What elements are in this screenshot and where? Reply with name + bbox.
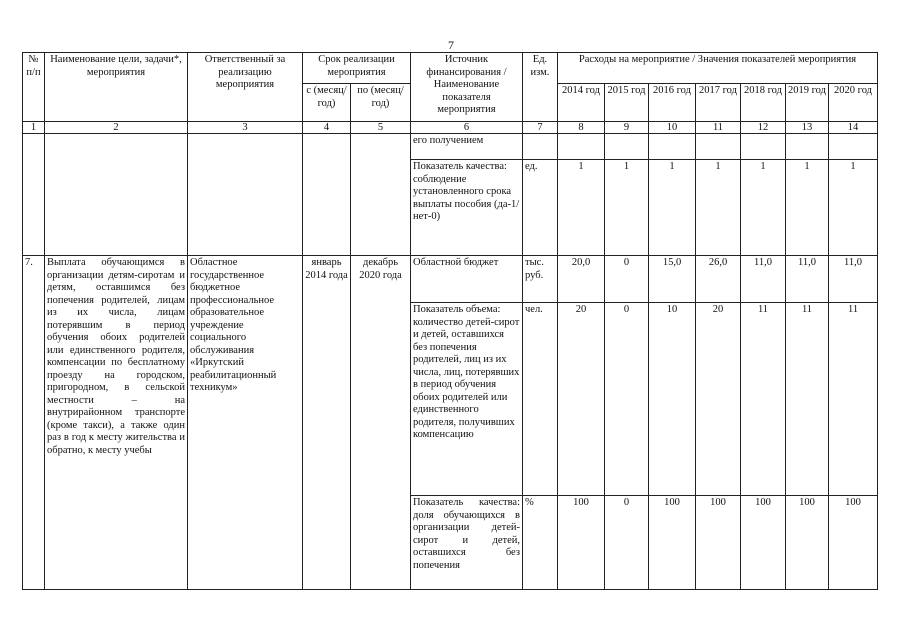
col-number: 2 — [45, 122, 188, 134]
value-cell: 11 — [741, 303, 786, 496]
header-period-to: по (месяц/ год) — [351, 84, 411, 122]
header-year: 2014 год — [558, 84, 605, 122]
header-expenses: Расходы на мероприятие / Значения показателей мероприятия — [558, 53, 878, 84]
value-cell: 100 — [649, 496, 696, 590]
col-number: 9 — [605, 122, 649, 134]
value-cell: 11,0 — [829, 256, 878, 303]
value-cell: 100 — [829, 496, 878, 590]
header-responsible: Ответственный за реализацию мероприятия — [188, 53, 303, 122]
value-cell: 1 — [829, 160, 878, 256]
col-number: 14 — [829, 122, 878, 134]
value-cell: 11,0 — [786, 256, 829, 303]
source-cell: Показатель качества: доля обучающихся в организации детей-сирот и детей, оставшихся без попечения — [411, 496, 523, 590]
header-source: Источник финансирования / Наименование показателя мероприятия — [411, 53, 523, 122]
header-year: 2020 год — [829, 84, 878, 122]
responsible-cell: Областное государственное бюджетное профессиональное образовательное учреждение социального обслуживания «Иркутский реабилитационный техникум» — [188, 256, 303, 590]
page-number: 7 — [448, 38, 454, 52]
column-numbers-row — [23, 122, 878, 134]
col-number: 4 — [303, 122, 351, 134]
unit-cell: чел. — [523, 303, 558, 496]
col-number: 5 — [351, 122, 411, 134]
unit-cell: тыс. руб. — [523, 256, 558, 303]
col-number: 3 — [188, 122, 303, 134]
header-period: Срок реализации мероприятия — [303, 53, 411, 84]
col-number: 1 — [23, 122, 45, 134]
unit-cell: ед. — [523, 160, 558, 256]
activity-name: Выплата обучающимся в организации детям-сиротам и детям, оставшимся без попечения родителей, лицам из их числа, лицам потерявшим в период обучения обоих родителей или единственного родителя, компенсации по бесплатному проезду на городском, пригородном, в сельской местности – на внутрирайонном транспорте (кроме такси), а также один раз в год к месту жительства и обратно, к месту учебы — [45, 256, 188, 590]
col-number: 10 — [649, 122, 696, 134]
table-row — [23, 256, 878, 303]
value-cell: 100 — [696, 496, 741, 590]
source-cell: его получением — [411, 134, 523, 160]
value-cell: 100 — [741, 496, 786, 590]
header-year: 2015 год — [605, 84, 649, 122]
col-number: 13 — [786, 122, 829, 134]
activities-table — [22, 52, 878, 590]
table-row — [23, 134, 878, 160]
value-cell: 11 — [829, 303, 878, 496]
source-cell: Областной бюджет — [411, 256, 523, 303]
header-num: № п/п — [23, 53, 45, 122]
value-cell: 1 — [786, 160, 829, 256]
value-cell: 1 — [649, 160, 696, 256]
value-cell: 1 — [605, 160, 649, 256]
header-year: 2016 год — [649, 84, 696, 122]
value-cell: 0 — [605, 256, 649, 303]
value-cell: 0 — [605, 303, 649, 496]
col-number: 11 — [696, 122, 741, 134]
source-cell: Показатель качества: соблюдение установленного срока выплаты пособия (да-1/нет-0) — [411, 160, 523, 256]
header-year: 2019 год — [786, 84, 829, 122]
value-cell: 11,0 — [741, 256, 786, 303]
col-number: 8 — [558, 122, 605, 134]
header-year: 2017 год — [696, 84, 741, 122]
header-unit: Ед. изм. — [523, 53, 558, 122]
value-cell: 20 — [696, 303, 741, 496]
value-cell: 26,0 — [696, 256, 741, 303]
value-cell: 15,0 — [649, 256, 696, 303]
item-number: 7. — [23, 256, 45, 590]
value-cell: 20 — [558, 303, 605, 496]
value-cell: 1 — [696, 160, 741, 256]
value-cell: 11 — [786, 303, 829, 496]
value-cell: 100 — [558, 496, 605, 590]
header-name: Наименование цели, задачи*, мероприятия — [45, 53, 188, 122]
period-to-cell: декабрь 2020 года — [351, 256, 411, 590]
value-cell: 0 — [605, 496, 649, 590]
value-cell: 1 — [741, 160, 786, 256]
col-number: 12 — [741, 122, 786, 134]
unit-cell: % — [523, 496, 558, 590]
value-cell: 10 — [649, 303, 696, 496]
source-cell: Показатель объема: количество детей-сирот и детей, оставшихся без попечения родителей, лиц из их числа, лиц, потерявших в период обучения обоих родителей или единственного родителя, получивших компенсацию — [411, 303, 523, 496]
period-from-cell: январь 2014 года — [303, 256, 351, 590]
value-cell: 20,0 — [558, 256, 605, 303]
value-cell: 100 — [786, 496, 829, 590]
header-year: 2018 год — [741, 84, 786, 122]
header-period-from: с (месяц/ год) — [303, 84, 351, 122]
col-number: 6 — [411, 122, 523, 134]
col-number: 7 — [523, 122, 558, 134]
value-cell: 1 — [558, 160, 605, 256]
